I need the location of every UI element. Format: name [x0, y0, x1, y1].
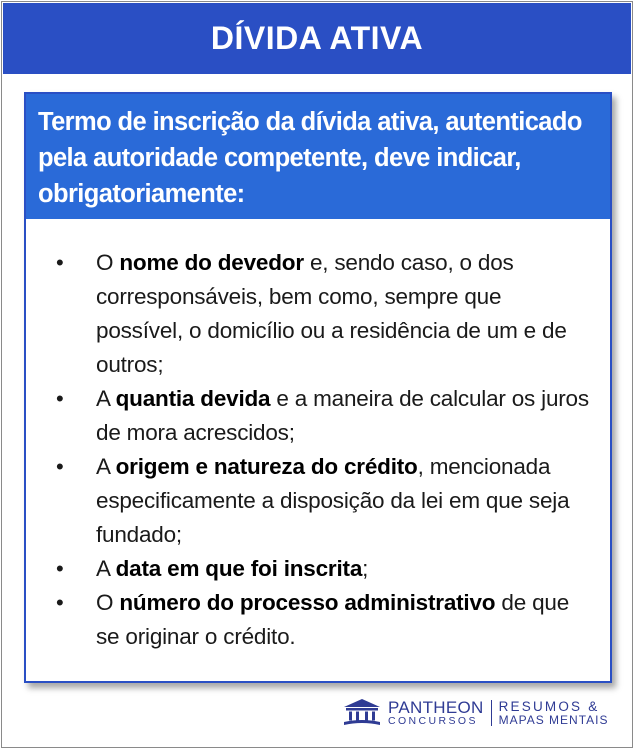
- list-item: [26, 246, 610, 382]
- page-title: DÍVIDA ATIVA: [210, 20, 424, 56]
- brand-tagline-2: MAPAS MENTAIS: [498, 713, 609, 727]
- requirements-list: [26, 246, 610, 654]
- bullet-icon: •: [56, 556, 64, 581]
- item-prefix: A: [96, 386, 116, 411]
- list-item: [26, 450, 610, 552]
- bullet-icon: •: [56, 590, 64, 615]
- content-card: [24, 92, 612, 683]
- item-highlight: data em que foi inscrita: [115, 556, 363, 581]
- item-highlight: nome do devedor: [119, 250, 304, 275]
- item-text: e, sendo caso, o dos corresponsáveis, bem como, sempre que possível, o domicílio ou a residência de um e de outros;: [96, 250, 567, 377]
- item-text: de que se originar o crédito.: [96, 590, 570, 649]
- item-prefix: O: [96, 590, 120, 615]
- list-item: [26, 552, 610, 586]
- list-item: [26, 382, 610, 450]
- card-header: [26, 94, 610, 219]
- item-highlight: número do processo administrativo: [119, 590, 496, 615]
- pantheon-temple-icon: [340, 698, 384, 728]
- brand-subtitle: CONCURSOS: [388, 715, 478, 727]
- bullet-icon: •: [56, 250, 64, 275]
- list-item: [26, 586, 610, 654]
- item-highlight: quantia devida: [115, 386, 271, 411]
- brand-name: PANTHEON: [388, 698, 484, 717]
- bullet-icon: •: [56, 386, 64, 411]
- item-prefix: A: [96, 454, 116, 479]
- item-highlight: origem e natureza do crédito: [115, 454, 418, 479]
- brand-logo: [340, 697, 609, 729]
- logo-divider: [491, 700, 492, 726]
- item-prefix: A: [96, 556, 116, 581]
- item-text: ;: [362, 556, 369, 581]
- brand-tagline-1: RESUMOS &: [498, 699, 600, 714]
- item-prefix: O: [96, 250, 120, 275]
- title-bar: [3, 3, 631, 74]
- card-header-text: Termo de inscrição da dívida ativa, autenticado pela autoridade competente, deve indicar, obrigatoriamente:: [38, 108, 582, 208]
- item-text: e a maneira de calcular os juros de mora acrescidos;: [96, 386, 589, 445]
- bullet-icon: •: [56, 454, 64, 479]
- item-text: , mencionada especificamente a disposição da lei em que seja fundado;: [96, 454, 570, 547]
